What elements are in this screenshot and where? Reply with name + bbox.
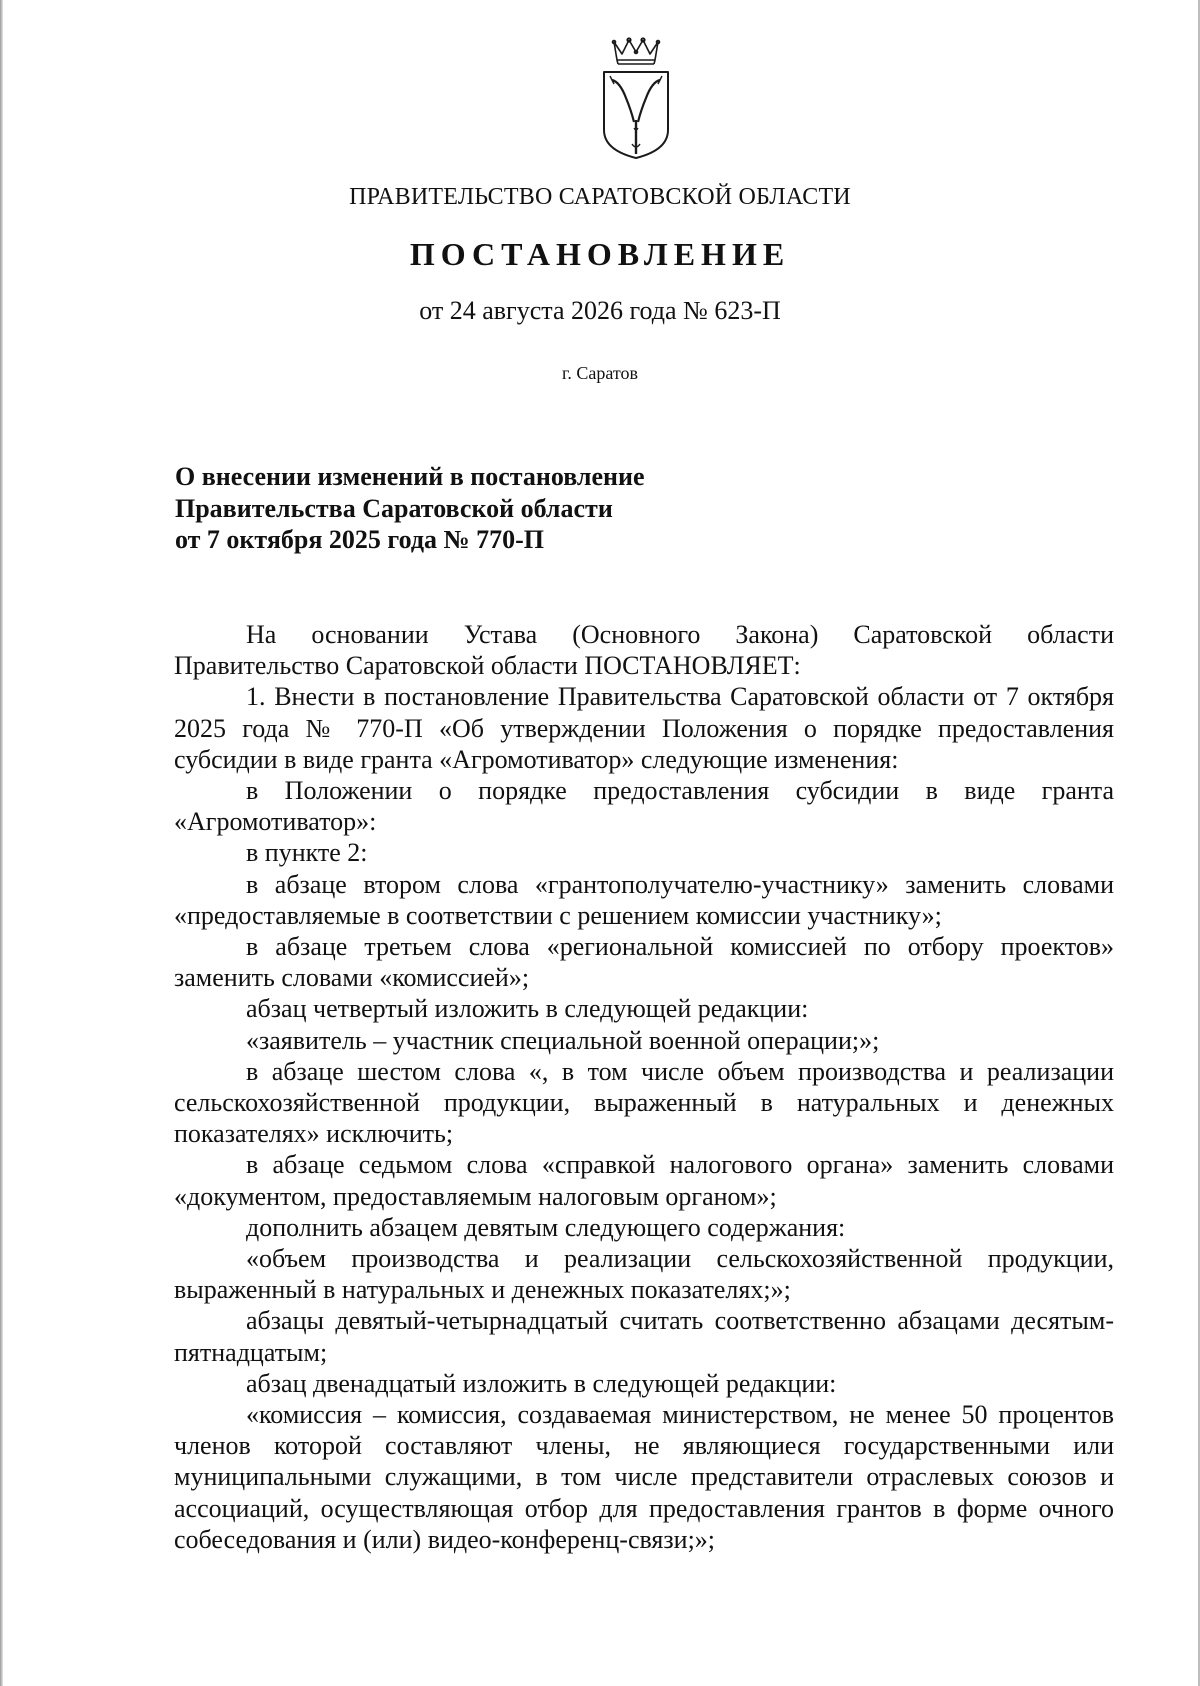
- document-subject: [175, 461, 645, 556]
- body-paragraph: «комиссия – комиссия, создаваемая министерством, не менее 50 процентов членов которой составляют члены, не являющиеся государственными или муниципальными служащими, в том числе представители отраслевых союзов и ассоциаций, осуществляющая отбор для предоставления грантов в форме очного собеседования и (или) видео-конференц-связи;»;: [174, 1400, 1114, 1554]
- body-paragraph: в пункте 2:: [246, 838, 368, 868]
- subject-line: О внесении изменений в постановление: [175, 462, 645, 491]
- body-paragraph: в абзаце втором слова «грантополучателю-участнику» заменить словами «предоставляемые в соответствии с решением комиссии участнику»;: [174, 869, 1114, 930]
- body-paragraph: в Положении о порядке предоставления субсидии в виде гранта «Агромотиватор»:: [174, 776, 1114, 837]
- body-paragraph: На основании Устава (Основного Закона) Саратовской области Правительство Саратовской области ПОСТАНОВЛЯЕТ:: [174, 620, 1114, 681]
- document-type-title: ПОСТАНОВЛЕНИЕ: [409, 236, 791, 272]
- document-city: г. Саратов: [562, 363, 638, 383]
- body-paragraph: 1. Внести в постановление Правительства Саратовской области от 7 октября 2025 года № 770-П «Об утверждении Положения о порядке предоставления субсидии в виде гранта «Агромотиватор» следующие изменения:: [174, 682, 1114, 774]
- body-paragraph: «объем производства и реализации сельскохозяйственной продукции, выраженный в натуральных и денежных показателях;»;: [174, 1244, 1114, 1305]
- subject-line: от 7 октября 2025 года № 770-П: [175, 525, 545, 554]
- body-paragraph: абзац четвертый изложить в следующей редакции:: [246, 994, 809, 1024]
- body-paragraph: «заявитель – участник специальной военной операции;»;: [246, 1025, 880, 1055]
- body-paragraph: в абзаце третьем слова «региональной комиссией по отбору проектов» заменить словами «комиссией»;: [174, 932, 1114, 993]
- body-paragraph: в абзаце шестом слова «, в том числе объем производства и реализации сельскохозяйственной продукции, выраженный в натуральных и денежных показателях» исключить;: [174, 1056, 1114, 1149]
- body-paragraph: дополнить абзацем девятым следующего содержания:: [246, 1212, 846, 1242]
- government-name: ПРАВИТЕЛЬСТВО САРАТОВСКОЙ ОБЛАСТИ: [349, 184, 851, 210]
- document-body: [174, 619, 1114, 1555]
- document-date-number: от 24 августа 2026 года № 623-П: [419, 296, 781, 325]
- body-paragraph: в абзаце седьмом слова «справкой налогового органа» заменить словами «документом, предоставляемым налоговым органом»;: [174, 1150, 1114, 1211]
- body-paragraph: абзац двенадцатый изложить в следующей редакции:: [246, 1368, 837, 1398]
- subject-line: Правительства Саратовской области: [175, 493, 613, 523]
- body-paragraph: абзацы девятый-четырнадцатый считать соответственно абзацами десятым-пятнадцатым;: [174, 1306, 1114, 1367]
- coat-of-arms-icon: [596, 36, 676, 162]
